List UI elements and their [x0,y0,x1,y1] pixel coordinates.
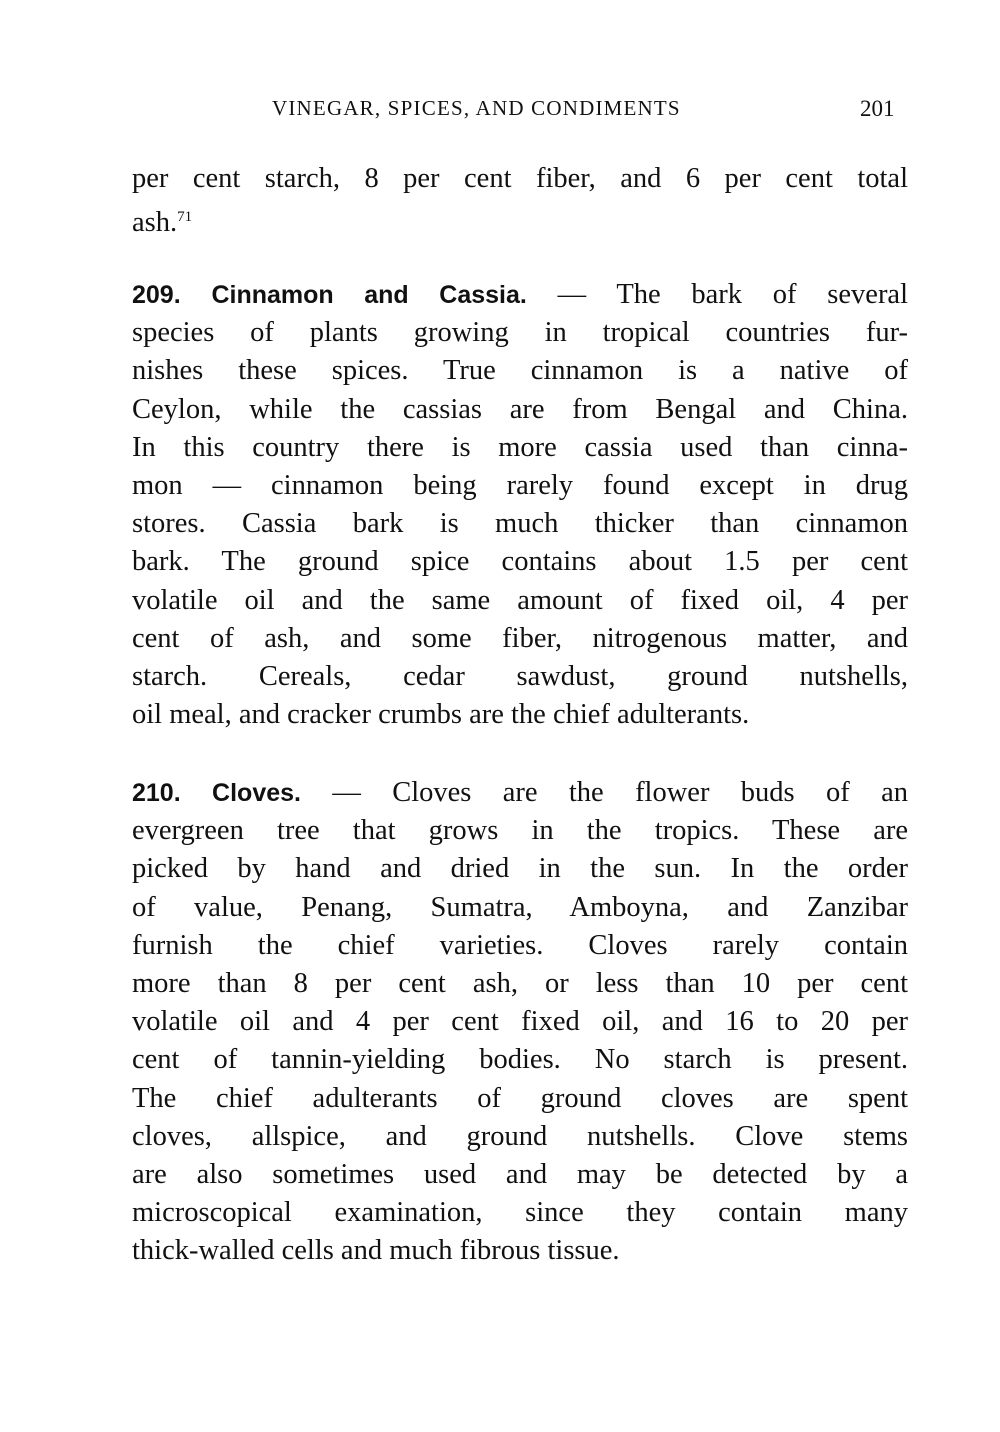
section-heading: Cinnamon and Cassia. [211,281,527,309]
text-line: stores. Cassia bark is much thicker than cinnamon [132,508,908,540]
text-line: cent of tannin-yielding bodies. No starch is present. [132,1044,908,1076]
text-line: Ceylon, while the cassias are from Bengal and China. [132,393,908,425]
text-line: bark. The ground spice contains about 1.5 per cent [132,546,908,578]
text-line: In this country there is more cassia used than cinna- [132,431,908,463]
section-209-cinnamon-cassia [132,276,908,734]
section-first-line [132,276,908,314]
text-fragment: ash. [132,207,178,239]
text-line: mon — cinnamon being rarely found except in drug [132,469,908,501]
text-line: volatile oil and 4 per cent fixed oil, and 16 to 20 per [132,1006,908,1038]
section-heading: Cloves. [212,779,301,807]
text-line: volatile oil and the same amount of fixed oil, 4 per [132,584,908,616]
text-line [132,198,908,239]
paragraph-continuation [132,160,908,239]
text-line: more than 8 per cent ash, or less than 10 per cent [132,967,908,999]
text-line: species of plants growing in tropical countries fur- [132,317,908,349]
text-line: cent of ash, and some fiber, nitrogenous matter, and [132,622,908,654]
text-line: starch. Cereals, cedar sawdust, ground nutshells, [132,660,908,692]
text-line: furnish the chief varieties. Cloves rarely contain [132,929,908,961]
text-line: are also sometimes used and may be detected by a [132,1158,908,1190]
running-title: VINEGAR, SPICES, AND CONDIMENTS [272,96,681,120]
section-210-cloves [132,774,908,1270]
section-number: 209. [132,281,181,309]
section-number: 210. [132,779,181,807]
text-line: thick-walled cells and much fibrous tissue. [132,1235,620,1267]
running-header [0,96,1000,126]
text-line: microscopical examination, since they contain many [132,1197,908,1229]
text-line: evergreen tree that grows in the tropics. These are [132,815,908,847]
footnote-ref: 71 [177,209,193,226]
text-line: oil meal, and cracker crumbs are the chief adulterants. [132,699,750,731]
text-line: picked by hand and dried in the sun. In the order [132,853,908,885]
text-line: of value, Penang, Sumatra, Amboyna, and Zanzibar [132,891,908,923]
text-fragment: — The bark of several [526,279,909,310]
section-first-line [132,774,908,812]
text-line: nishes these spices. True cinnamon is a native of [132,355,908,387]
text-line: per cent starch, 8 per cent fiber, and 6 per cent total [132,163,908,194]
page-number: 201 [860,96,895,121]
text-line: The chief adulterants of ground cloves are spent [132,1082,908,1114]
text-line: cloves, allspice, and ground nutshells. Clove stems [132,1120,908,1152]
text-fragment: — Cloves are the flower buds of an [300,777,909,808]
